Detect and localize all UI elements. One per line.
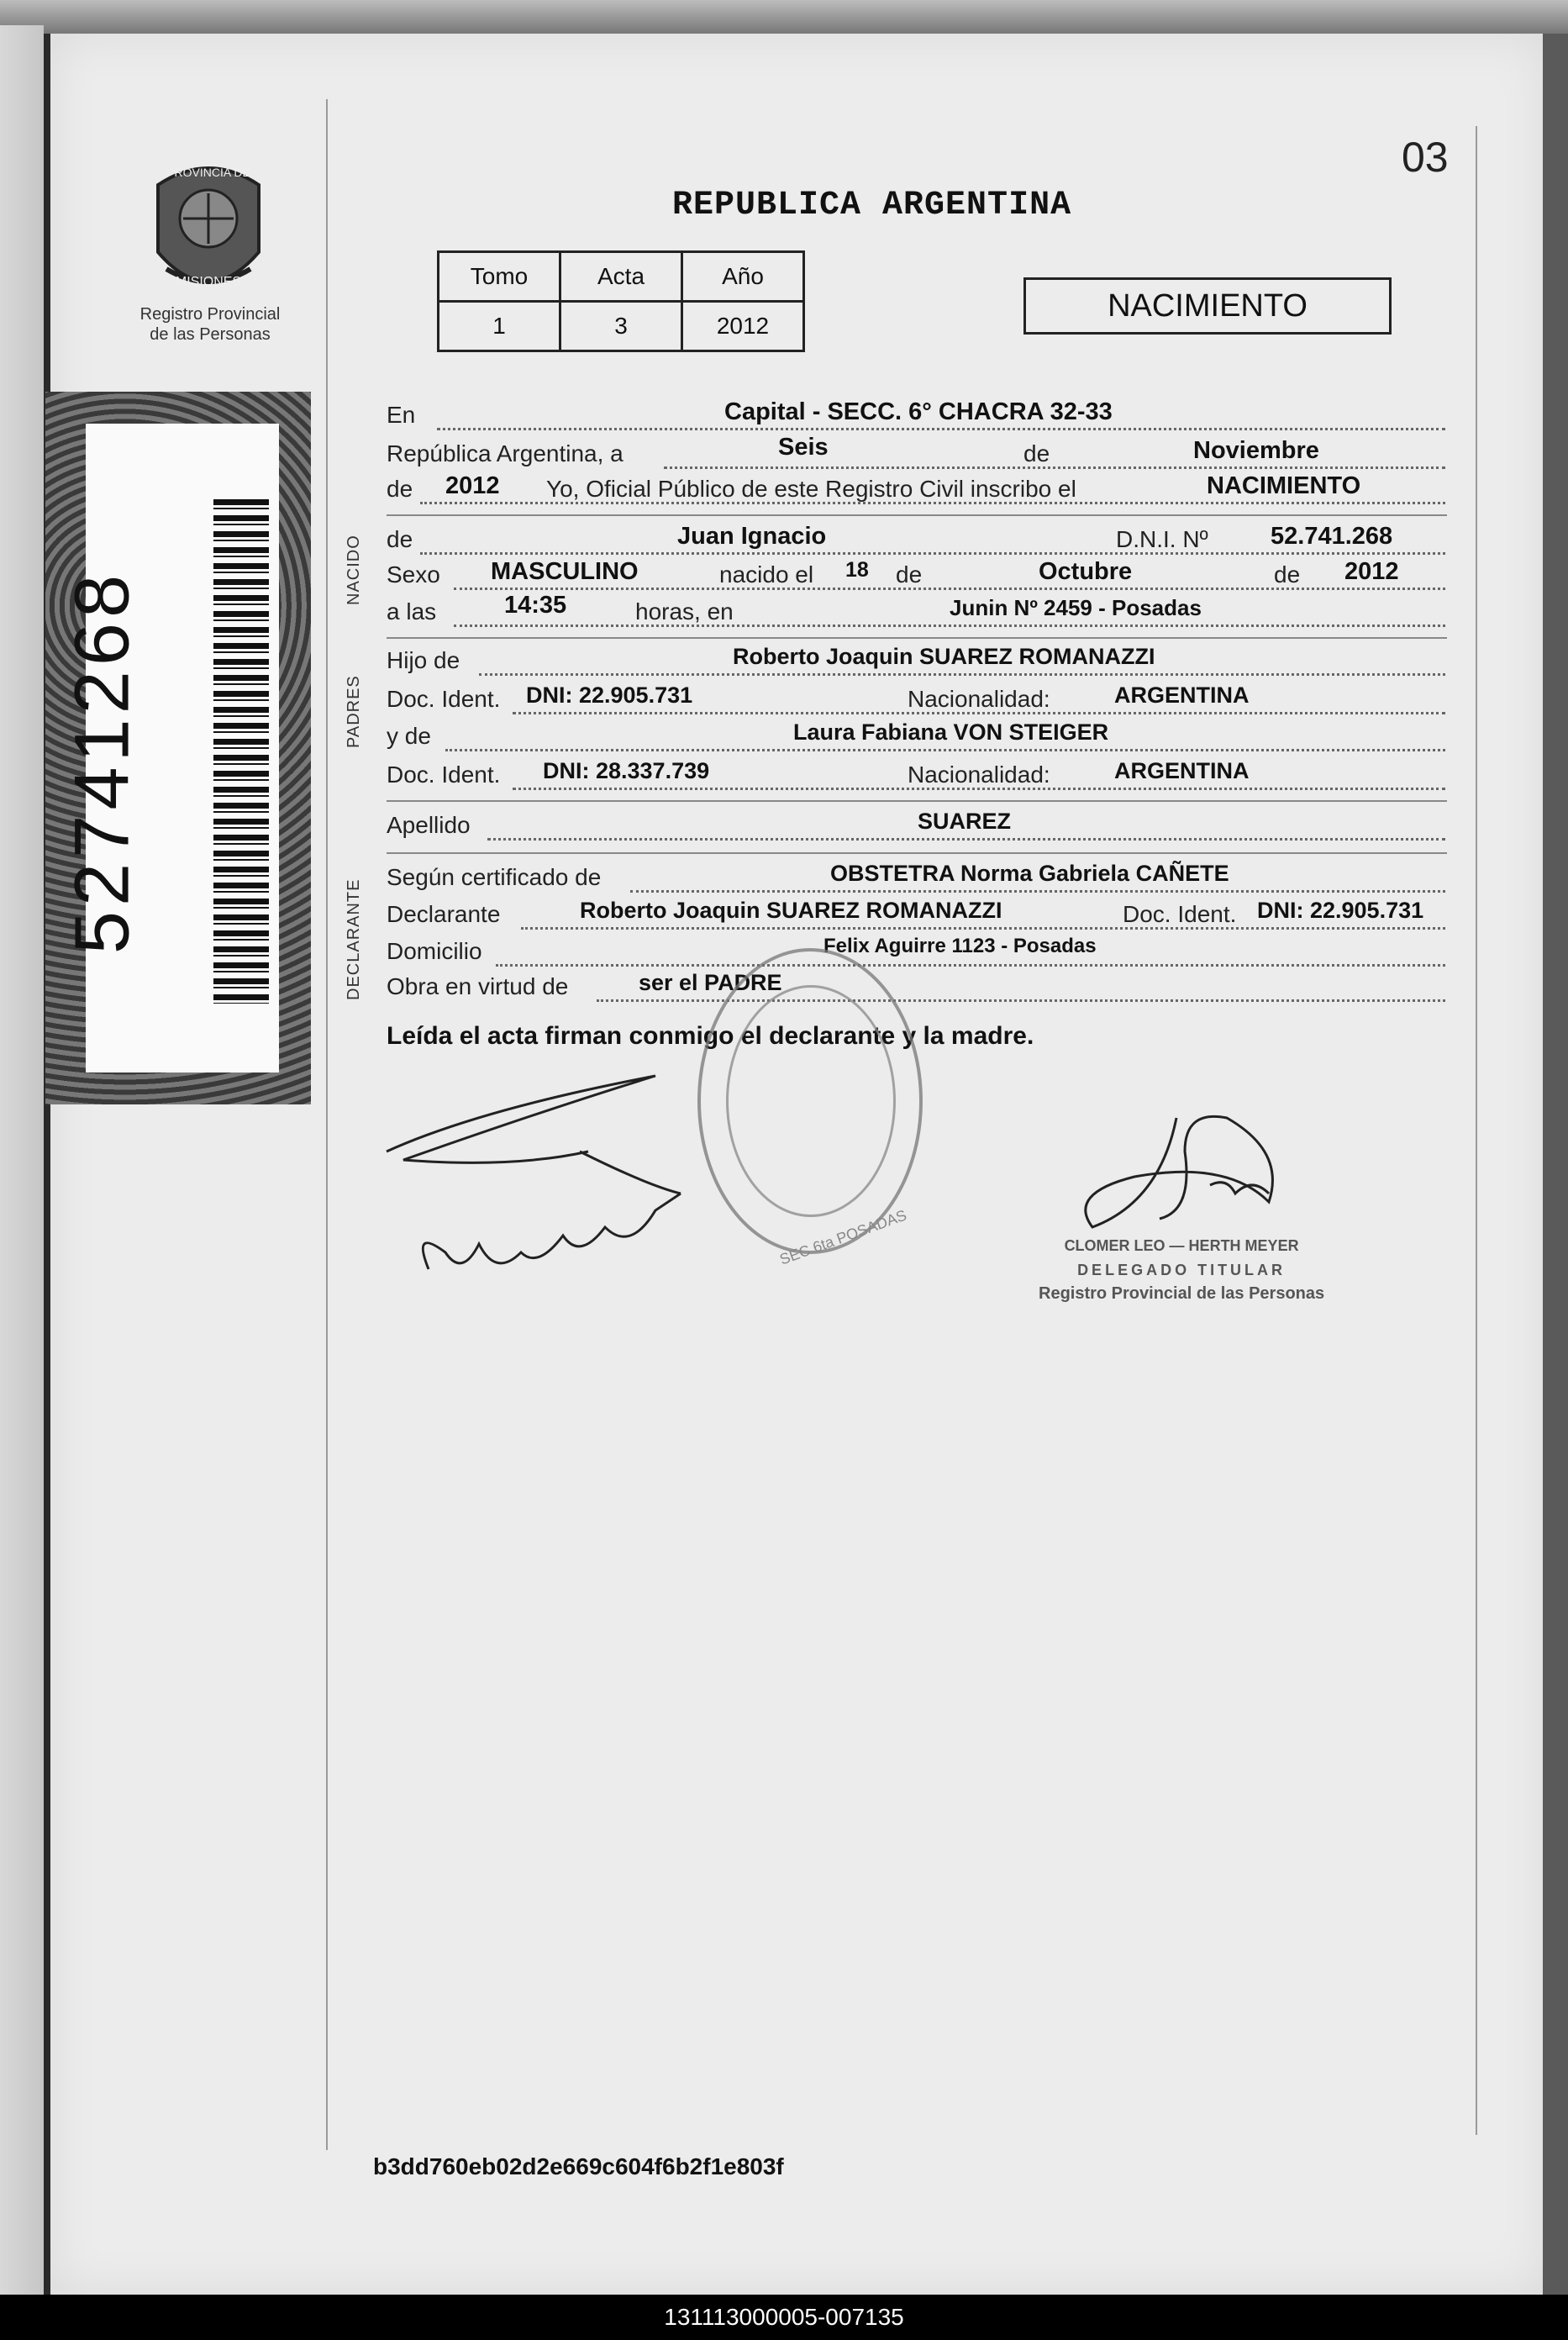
separator — [387, 800, 1447, 802]
birth-month: Octubre — [1039, 558, 1133, 585]
separator — [387, 852, 1447, 854]
footer-code: 131113000005-007135 — [0, 2295, 1568, 2340]
registry-label: Registro Provincial de las Personas — [139, 305, 281, 344]
father-name: Roberto Joaquin SUAREZ ROMANAZZI — [733, 644, 1155, 669]
day-value: Seis — [778, 434, 829, 461]
surname-value: SUAREZ — [918, 809, 1012, 834]
row-father: Hijo de Roberto Joaquin SUAREZ ROMANAZZI — [387, 644, 1445, 681]
mother-signature — [378, 1059, 731, 1311]
act-type-value: NACIMIENTO — [1207, 472, 1361, 499]
birth-day: 18 — [845, 558, 869, 582]
declarant-doc: DNI: 22.905.731 — [1257, 898, 1424, 923]
seal-text-bottom: MISIONES — [175, 275, 242, 289]
row-surname: Apellido SUAREZ — [387, 809, 1445, 846]
row-address: Domicilio Felix Aguirre 1123 - Posadas — [387, 935, 1445, 972]
child-dni: 52.741.268 — [1271, 523, 1393, 550]
header-ano: Año — [682, 252, 804, 302]
mother-name: Laura Fabiana VON STEIGER — [793, 719, 1109, 745]
mother-doc: DNI: 28.337.739 — [543, 758, 710, 783]
child-name: Juan Ignacio — [677, 523, 827, 550]
row-en: En Capital - SECC. 6° CHACRA 32-33 — [387, 398, 1445, 435]
record-type-box: NACIMIENTO — [1023, 277, 1392, 335]
month-value: Noviembre — [1193, 437, 1319, 464]
side-label-declarante: DECLARANTE — [345, 878, 363, 1000]
declarant-name: Roberto Joaquin SUAREZ ROMANAZZI — [580, 898, 1002, 923]
row-declarant: Declarante Roberto Joaquin SUAREZ ROMANAZZI Doc. Ident. DNI: 22.905.731 — [387, 898, 1445, 935]
father-nationality: ARGENTINA — [1114, 682, 1250, 708]
official-stamp: CLOMER LEO — HERTH MEYER DELEGADO TITULAR Registro Provincial de las Personas — [1039, 1237, 1325, 1303]
margin-line-left — [326, 99, 328, 2150]
year-value: 2012 — [445, 472, 500, 499]
seal-text-top: PROVINCIA DE — [166, 166, 250, 179]
capacity-value: ser el PADRE — [639, 970, 782, 995]
id-strip — [45, 392, 311, 1104]
value-tomo: 1 — [439, 302, 560, 351]
side-label-padres: PADRES — [345, 675, 363, 748]
value-acta: 3 — [560, 302, 682, 351]
document-hash: b3dd760eb02d2e669c604f6b2f1e803f — [373, 2153, 784, 2179]
birth-place: Junin Nº 2459 - Posadas — [950, 595, 1202, 620]
separator — [387, 514, 1447, 516]
birth-time: 14:35 — [504, 592, 567, 619]
row-date: República Argentina, a Seis de Noviembre — [387, 437, 1445, 474]
scan-top-edge — [0, 0, 1568, 34]
registry-seal-stamp: SEC 6ta POSADAS — [697, 948, 923, 1254]
birth-year: 2012 — [1344, 558, 1399, 585]
place-of-registration: Capital - SECC. 6° CHACRA 32-33 — [724, 398, 1113, 425]
header-tomo: Tomo — [439, 252, 560, 302]
row-mother-doc: Doc. Ident. DNI: 28.337.739 Nacionalidad: ARGENTINA — [387, 758, 1445, 795]
row-name: de Juan Ignacio D.N.I. Nº 52.741.268 — [387, 523, 1445, 560]
separator — [387, 637, 1447, 639]
page-title: REPUBLICA ARGENTINA — [672, 187, 1072, 224]
father-doc: DNI: 22.905.731 — [526, 682, 693, 708]
barcode — [213, 499, 269, 1004]
address-value: Felix Aguirre 1123 - Posadas — [823, 935, 1097, 957]
margin-line-right — [1476, 126, 1477, 2135]
closing-text: Leída el acta firman conmigo el declarante y la madre. — [387, 1022, 1034, 1050]
id-strip-number: 52741268 — [59, 569, 145, 955]
scan-right-edge — [1543, 34, 1568, 2295]
misiones-coat-of-arms-icon — [141, 151, 276, 311]
row-mother: y de Laura Fabiana VON STEIGER — [387, 719, 1445, 756]
row-capacity: Obra en virtud de ser el PADRE — [387, 970, 1445, 1007]
record-table — [437, 250, 805, 352]
header-acta: Acta — [560, 252, 682, 302]
value-ano: 2012 — [682, 302, 804, 351]
row-year: de 2012 Yo, Oficial Público de este Registro Civil inscribo el NACIMIENTO — [387, 472, 1445, 509]
sex-value: MASCULINO — [491, 558, 639, 585]
side-label-nacido: NACIDO — [345, 535, 363, 605]
certificate-by: OBSTETRA Norma Gabriela CAÑETE — [830, 861, 1229, 886]
row-certificate: Según certificado de OBSTETRA Norma Gabriela CAÑETE — [387, 861, 1445, 898]
row-time-place: a las 14:35 horas, en Junin Nº 2459 - Posadas — [387, 595, 1445, 632]
mother-nationality: ARGENTINA — [1114, 758, 1250, 783]
row-sex: Sexo MASCULINO nacido el 18 de Octubre de 2012 — [387, 558, 1445, 595]
page-number: 03 — [1402, 134, 1449, 181]
row-father-doc: Doc. Ident. DNI: 22.905.731 Nacionalidad: ARGENTINA — [387, 682, 1445, 719]
facing-page-edge — [0, 25, 44, 2295]
